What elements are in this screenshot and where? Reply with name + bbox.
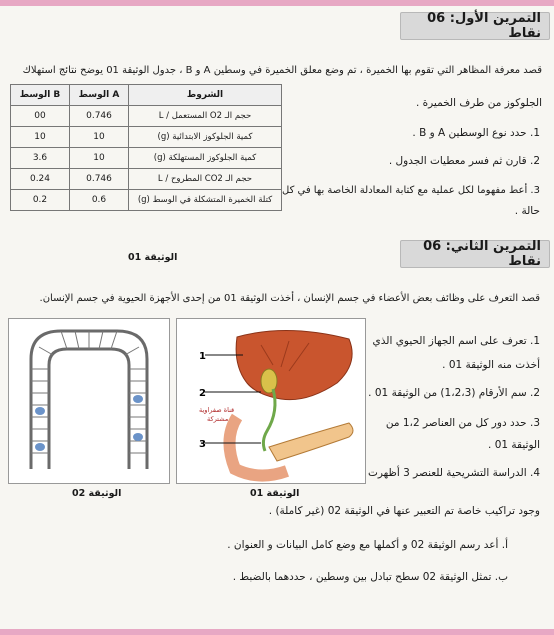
cell-condition: كمية الجلوكوز الابتدائية (g) <box>129 127 282 148</box>
exercise2-question-a: أ. أعد رسم الوثيقة 02 و أكملها مع وضع كامل البيانات و العنوان . <box>227 539 508 551</box>
exercise1-title <box>400 12 550 40</box>
cell-a: 0.6 <box>70 190 129 211</box>
digestive-organs-diagram <box>177 319 365 483</box>
cell-condition: حجم الـ O2 المستعمل / L <box>129 106 282 127</box>
top-accent-bar <box>0 0 554 6</box>
exercise1-question2: 2. قارن ثم فسر معطيات الجدول . <box>388 155 540 167</box>
label-1: 1 <box>199 351 206 362</box>
header-medium-b: الوسط B <box>11 85 70 106</box>
table-row <box>11 127 282 148</box>
exercise1-intro-line1: قصد معرفة المظاهر التي تقوم بها الخميرة ، تم وضع معلق الخميرة في وسطين A و B ، جدول الوثيقة 01 يوضح نتائج استهلاك <box>22 65 542 76</box>
table-header-row <box>11 85 282 106</box>
exercise2-question-b: ب. تمثل الوثيقة 02 سطح تبادل بين وسطين ، حددهما بالضبط . <box>232 571 508 583</box>
cell-a: 10 <box>70 148 129 169</box>
doc2-caption: الوثيقة 02 <box>72 488 122 499</box>
exercise2-question3-line2: الوثيقة 01 . <box>488 439 540 451</box>
table-row <box>11 106 282 127</box>
exercise2-question3-line1: 3. حدد دور كل من العناصر 1،2 من <box>385 417 540 429</box>
cell-condition: كتلة الخميرة المتشكلة في الوسط (g) <box>129 190 282 211</box>
annotation-bile-duct: قناة صفراوية <box>199 406 235 414</box>
cell-condition: كمية الجلوكوز المستهلكة (g) <box>129 148 282 169</box>
annotation-common: مشتركة <box>207 415 229 423</box>
intestinal-villi-diagram <box>9 319 169 483</box>
table-row <box>11 190 282 211</box>
cell-a: 0.746 <box>70 169 129 190</box>
cell-b: 3.6 <box>11 148 70 169</box>
cell-b: 0.24 <box>11 169 70 190</box>
exercise1-question1: 1. حدد نوع الوسطين A و B . <box>412 127 540 139</box>
label-2: 2 <box>199 388 206 399</box>
exercise2-question4-line2: وجود تراكيب خاصة تم التعبير عنها في الوثيقة 02 (غير كاملة) . <box>268 505 540 517</box>
header-medium-a: الوسط A <box>70 85 129 106</box>
doc2-image <box>8 318 170 484</box>
exercise2-question2: 2. سم الأرقام (1،2،3) من الوثيقة 01 . <box>368 387 540 399</box>
cell-b: 0.2 <box>11 190 70 211</box>
exercise2-question1-line1: 1. تعرف على اسم الجهاز الحيوي الذي <box>372 335 540 347</box>
label-3: 3 <box>199 439 206 450</box>
cell-b: 10 <box>11 127 70 148</box>
exercise1-intro-line2: الجلوكوز من طرف الخميرة . <box>415 97 542 109</box>
doc1-table-caption: الوثيقة 01 <box>128 252 178 263</box>
header-conditions: الشروط <box>129 85 282 106</box>
exercise1-title-text: التمرين الأول: 06 نقاط <box>427 11 541 41</box>
exercise2-question4-line1: 4. الدراسة التشريحية للعنصر 3 أظهرت <box>368 467 540 479</box>
cell-b: 00 <box>11 106 70 127</box>
table-row <box>11 169 282 190</box>
cell-a: 0.746 <box>70 106 129 127</box>
exercise1-question3-line1: 3. أعط مفهوما لكل عملية مع كتابة المعادلة الخاصة بها في كل <box>282 185 540 196</box>
bottom-accent-bar <box>0 629 554 635</box>
cell-a: 10 <box>70 127 129 148</box>
exercise2-title <box>400 240 550 268</box>
doc1-image <box>176 318 366 484</box>
doc1-caption: الوثيقة 01 <box>250 488 300 499</box>
exercise1-question3-line2: حالة . <box>514 205 540 217</box>
exercise2-intro: قصد التعرف على وظائف بعض الأعضاء في جسم الإنسان ، أخذت الوثيقة 01 من إحدى الأجهزة الحيوية في جسم الإنسان. <box>39 293 540 304</box>
exercise2-question1-line2: أخذت منه الوثيقة 01 . <box>442 359 540 371</box>
exercise2-title-text: التمرين الثاني: 06 نقاط <box>423 239 541 269</box>
table-row <box>11 148 282 169</box>
cell-condition: حجم الـ CO2 المطروح / L <box>129 169 282 190</box>
doc1-table <box>10 84 282 211</box>
